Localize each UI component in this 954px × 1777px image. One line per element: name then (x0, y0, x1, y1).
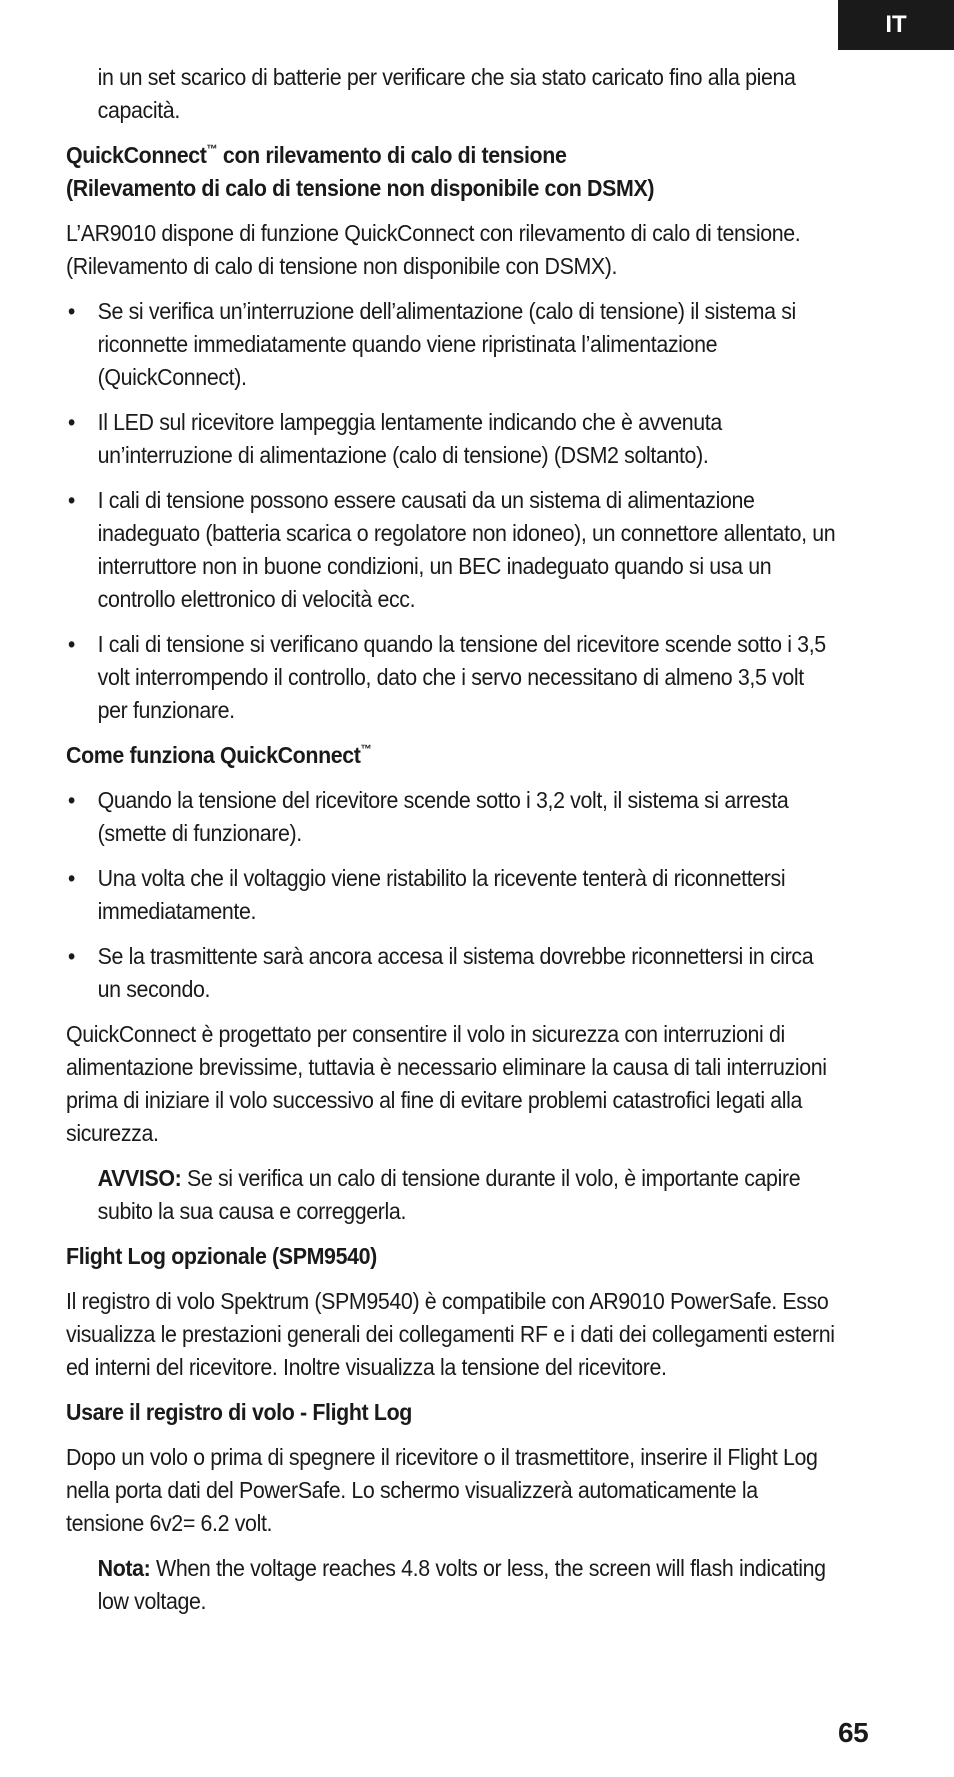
using-flight-log-paragraph: Dopo un volo o prima di spegnere il ricevitore o il trasmettitore, inserire il Flight Log nella porta dati del PowerSafe. Lo schermo visualizzerà automaticamente la tensione 6v2= 6.2 volt. (66, 1444, 818, 1536)
page-content (66, 61, 838, 1630)
quickconnect-heading-post: con rilevamento di calo di tensione (217, 142, 567, 168)
note-text: When the voltage reaches 4.8 volts or less, the screen will flash indicating low voltage. (97, 1555, 826, 1614)
bullet-icon: • (67, 787, 75, 813)
how-it-works-heading: Come funziona QuickConnect™ (66, 742, 372, 768)
list-item: • Il LED sul ricevitore lampeggia lentamente indicando che è avvenuta un’interruzione di alimentazione (calo di tensione) (DSM2 soltanto). (66, 406, 838, 472)
quickconnect-bullet-list (66, 295, 838, 727)
bullet-icon: • (67, 943, 75, 969)
trademark-symbol: ™ (360, 742, 372, 756)
list-item: • I cali di tensione possono essere causati da un sistema di alimentazione inadeguato (batteria scarica o regolatore non idoneo), un connettore allentato, un interruttore non in buone condizioni, un BEC inadeguato quando si usa un controllo elettronico di velocità ecc. (66, 484, 838, 616)
bullet-icon: • (67, 409, 75, 435)
quickconnect-heading-line2: (Rilevamento di calo di tensione non disponibile con DSMX) (66, 175, 655, 201)
bullet-icon: • (67, 298, 75, 324)
list-item: • Se si verifica un’interruzione dell’alimentazione (calo di tensione) il sistema si riconnette immediatamente quando viene ripristinata l’alimentazione (QuickConnect). (66, 295, 838, 394)
how-it-works-bullet-list (66, 784, 838, 1006)
quickconnect-paragraph: L’AR9010 dispone di funzione QuickConnect con rilevamento di calo di tensione. (Rilevamento di calo di tensione non disponibile con DSMX). (66, 220, 801, 279)
notice-text: Se si verifica un calo di tensione durante il volo, è importante capire subito la sua causa e correggerla. (97, 1165, 801, 1224)
bullet-icon: • (67, 487, 75, 513)
note-label: Nota: (97, 1555, 151, 1581)
list-item: • I cali di tensione si verificano quando la tensione del ricevitore scende sotto i 3,5 volt interrompendo il controllo, dato che i servo necessitano di almeno 3,5 volt per funzionare. (66, 628, 838, 727)
quickconnect-heading (66, 139, 838, 205)
notice (66, 1162, 838, 1228)
quickconnect-heading-pre: QuickConnect (66, 142, 207, 168)
list-item: • Quando la tensione del ricevitore scende sotto i 3,2 volt, il sistema si arresta (smette di funzionare). (66, 784, 838, 850)
using-flight-log-heading: Usare il registro di volo - Flight Log (66, 1399, 412, 1425)
bullet-icon: • (67, 631, 75, 657)
language-tab: IT (838, 0, 954, 50)
notice-label: AVVISO: (97, 1165, 182, 1191)
note (66, 1552, 838, 1618)
how-it-works-paragraph: QuickConnect è progettato per consentire il volo in sicurezza con interruzioni di alimentazione brevissime, tuttavia è necessario eliminare la causa di tali interruzioni prima di iniziare il volo successivo al fine di evitare problemi catastrofici legati alla sicurezza. (66, 1021, 827, 1146)
trademark-symbol: ™ (206, 142, 218, 156)
flight-log-heading: Flight Log opzionale (SPM9540) (66, 1243, 377, 1269)
bullet-icon: • (67, 865, 75, 891)
list-item: • Se la trasmittente sarà ancora accesa il sistema dovrebbe riconnettersi in circa un secondo. (66, 940, 838, 1006)
flight-log-paragraph: Il registro di volo Spektrum (SPM9540) è compatibile con AR9010 PowerSafe. Esso visualizza le prestazioni generali dei collegamenti RF e i dati dei collegamenti esterni ed interni del ricevitore. Inoltre visualizza la tensione del ricevitore. (66, 1288, 835, 1380)
list-item: • Una volta che il voltaggio viene ristabilito la ricevente tenterà di riconnettersi immediatamente. (66, 862, 838, 928)
page-number: 65 (838, 1717, 869, 1748)
intro-continuation: in un set scarico di batterie per verificare che sia stato caricato fino alla piena capacità. (97, 64, 796, 123)
